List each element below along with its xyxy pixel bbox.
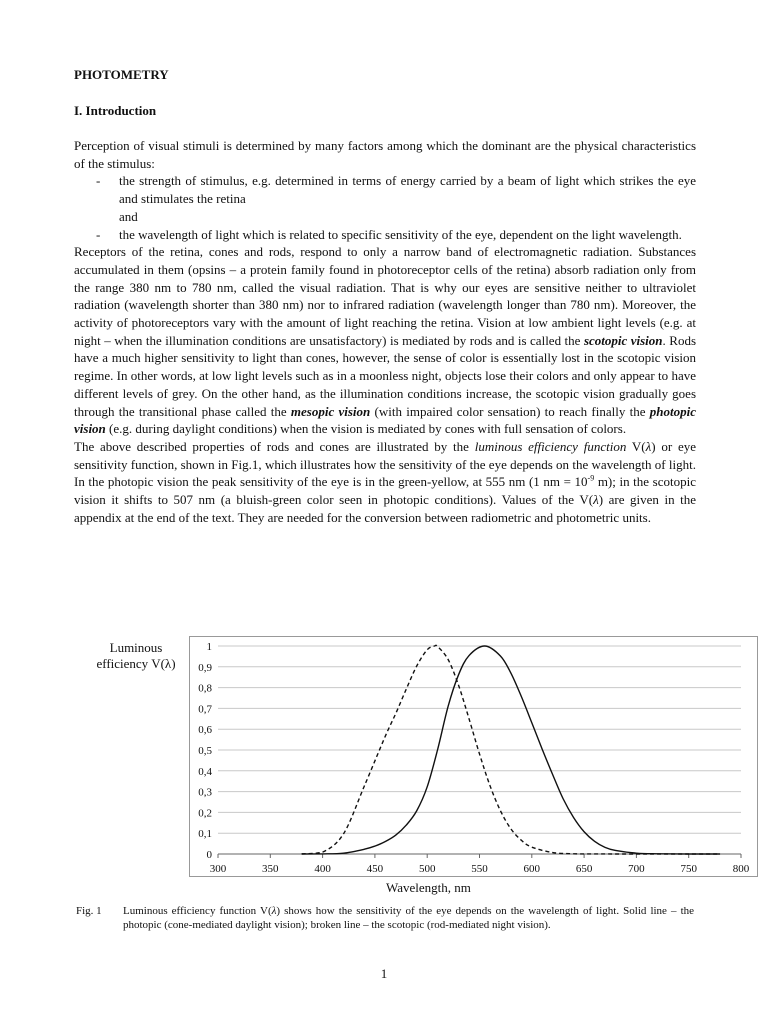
document-body bbox=[74, 66, 696, 526]
x-tick-label: 400 bbox=[314, 863, 331, 875]
chart-x-axis-label: Wavelength, nm bbox=[386, 880, 471, 895]
chart-y-axis-label bbox=[74, 640, 198, 672]
text-run: ) are given in the appendix at the end of the text. They are needed for the conversion between radiometric and photometric units. bbox=[74, 492, 696, 525]
figure-label: Fig. 1 bbox=[76, 905, 102, 917]
figure-caption bbox=[76, 904, 694, 932]
x-tick-label: 700 bbox=[628, 863, 645, 875]
x-tick-label: 650 bbox=[575, 863, 593, 875]
y-tick-label: 0,4 bbox=[198, 765, 212, 778]
text-run: Receptors of the retina, cones and rods, respond to only a narrow band of electromagnetic radiation. Substances accumulated in them (opsins – a protein family found in photoreceptor cells of the retina) absorb radiation only from the range 380 nm to 780 nm, called the visual radiation. That is why our eyes are sensitive neither to ultraviolet radiation (wavelength shorter than 380 nm) nor to infrared radiation (wavelength longer than 780 nm). Moreover, the activity of photoreceptors vary with the amount of light reaching the retina. Vision at low ambient light levels (e.g. at night – when the illumination conditions are unsatisfactory) is mediated by rods and is called the bbox=[74, 244, 696, 348]
figure-1 bbox=[74, 636, 750, 898]
caption-text bbox=[123, 904, 694, 932]
y-tick-label: 0,9 bbox=[198, 661, 212, 674]
list-item bbox=[74, 172, 696, 207]
x-tick-label: 350 bbox=[262, 863, 279, 875]
text-run: m); in the scotopic vision it shifts to 507 nm (a bluish-green color seen in photopic conditions). Values of the V( bbox=[74, 474, 696, 508]
luminous-efficiency-paragraph bbox=[74, 438, 696, 527]
bullet-dash: - bbox=[96, 173, 101, 189]
x-tick-label: 500 bbox=[418, 863, 436, 875]
y-tick-label: 0,5 bbox=[198, 745, 212, 757]
term-mesopic: mesopic vision bbox=[290, 403, 371, 419]
lambda-symbol: λ bbox=[271, 905, 277, 917]
y-tick-label: 0 bbox=[206, 849, 212, 861]
term-luminous-efficiency: luminous efficiency function bbox=[474, 438, 627, 454]
exponent: -9 bbox=[587, 474, 595, 484]
text-run: ) shows how the sensitivity of the eye depends on the wavelength of light. Solid line – the photopic (cone-mediated daylight vision); broken line – the scotopic (rod-mediated night vision). bbox=[123, 905, 695, 931]
x-tick-label: 550 bbox=[471, 863, 488, 875]
x-tick-label: 450 bbox=[366, 863, 384, 875]
bullet-text: the strength of stimulus, e.g. determined in terms of energy carried by a beam of light which strikes the eye and stimulates the retina bbox=[119, 173, 696, 207]
y-tick-label: 0,6 bbox=[198, 724, 212, 737]
y-tick-label: 0,1 bbox=[198, 828, 212, 841]
y-tick-label: 1 bbox=[206, 641, 212, 653]
y-tick-label: 0,2 bbox=[198, 807, 212, 820]
chart-frame bbox=[190, 637, 758, 877]
text-run: The above described properties of rods and cones are illustrated by the bbox=[74, 438, 475, 454]
luminous-efficiency-chart bbox=[189, 636, 759, 878]
page-number: 1 bbox=[380, 966, 388, 981]
x-tick-label: 800 bbox=[732, 863, 750, 875]
text-run: ) or eye sensitivity function, shown in Fig.1, which illustrates how the sensitivity of the eye depends on the wavelength of light. In the photopic vision the peak sensitivity of the eye is in the green-yellow, at 555 nm (1 nm = 10 bbox=[74, 438, 697, 490]
lambda-symbol: λ bbox=[645, 438, 652, 454]
text-run: (with impaired color sensation) to reach finally the bbox=[370, 403, 650, 419]
text-run: Luminous efficiency function V( bbox=[123, 905, 272, 917]
y-label-line: efficiency V(λ) bbox=[96, 656, 176, 671]
receptors-paragraph bbox=[74, 243, 696, 438]
term-photopic: photopic vision bbox=[74, 403, 697, 437]
x-tick-label: 600 bbox=[523, 863, 541, 875]
y-label-line: Luminous bbox=[109, 640, 163, 655]
and-connector: and bbox=[119, 208, 138, 224]
document-title: PHOTOMETRY bbox=[74, 67, 169, 82]
x-tick-label: 300 bbox=[209, 863, 227, 875]
bullet-dash: - bbox=[96, 226, 101, 242]
x-tick-label: 750 bbox=[680, 863, 697, 875]
list-item bbox=[74, 226, 696, 244]
section-heading: I. Introduction bbox=[74, 103, 157, 118]
lambda-symbol: λ bbox=[593, 492, 599, 508]
y-tick-label: 0,3 bbox=[198, 786, 212, 799]
term-scotopic: scotopic vision bbox=[583, 332, 663, 348]
y-tick-label: 0,8 bbox=[198, 682, 212, 695]
text-run: . Rods have a much higher sensitivity to light than cones, however, the sense of color is essentially lost in the scotopic vision regime. In other words, at low light levels such as in a moonless night, objects lose their colors and only appear to have different levels of grey. On the other hand, as the illumination conditions increase, the scotopic vision gradually goes through the transitional phase called the bbox=[74, 332, 696, 419]
intro-paragraph: Perception of visual stimuli is determined by many factors among which the dominant are the physical characteristics of the stimulus: bbox=[74, 138, 696, 171]
y-tick-label: 0,7 bbox=[198, 703, 212, 716]
text-run: V( bbox=[626, 438, 646, 454]
text-run: (e.g. during daylight conditions) when the vision is mediated by cones with full sensation of colors. bbox=[105, 421, 627, 437]
bullet-text: the wavelength of light which is related to specific sensitivity of the eye, dependent on the light wavelength. bbox=[119, 226, 682, 242]
